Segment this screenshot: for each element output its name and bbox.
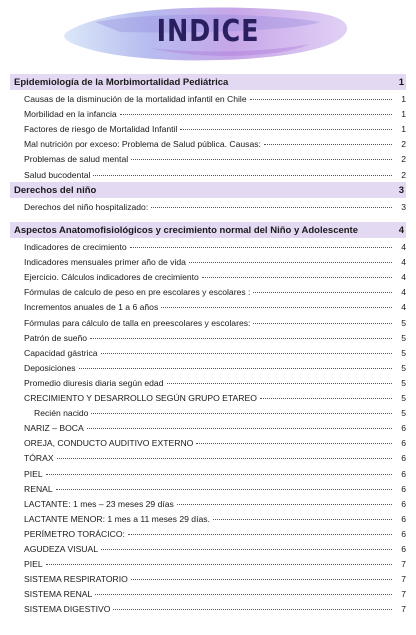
toc-entry-label: OREJA, CONDUCTO AUDITIVO EXTERNO bbox=[24, 438, 194, 449]
dot-leader bbox=[57, 458, 392, 459]
toc-entry-label: PIEL bbox=[24, 468, 43, 479]
toc-entry-page-number: 4 bbox=[401, 272, 406, 283]
toc-entry-label: SISTEMA DIGESTIVO bbox=[24, 604, 111, 615]
toc-entry[interactable] bbox=[10, 169, 406, 181]
toc-entry-page-number: 2 bbox=[401, 139, 406, 150]
toc-entry[interactable] bbox=[10, 422, 406, 434]
toc-entry-page-number: 2 bbox=[401, 169, 406, 180]
dot-leader bbox=[131, 159, 392, 160]
dot-leader bbox=[213, 519, 392, 520]
toc-entry-page-number: 6 bbox=[401, 453, 406, 464]
toc-entry[interactable] bbox=[10, 256, 406, 268]
toc-entry[interactable] bbox=[10, 153, 406, 165]
dot-leader bbox=[202, 277, 392, 278]
toc-entry-label: Fórmulas para cálculo de talla en preescolares y escolares: bbox=[24, 317, 251, 328]
toc-entry-page-number: 5 bbox=[401, 393, 406, 403]
toc-entry[interactable] bbox=[10, 201, 406, 213]
toc-entry-page-number: 2 bbox=[401, 154, 406, 165]
toc-entry-page-number: 3 bbox=[401, 202, 406, 212]
toc-entry[interactable] bbox=[10, 301, 406, 313]
dot-leader bbox=[90, 338, 392, 339]
toc-entry-page-number: 6 bbox=[401, 544, 406, 554]
toc-entry-page-number: 4 bbox=[401, 287, 406, 298]
toc-entry[interactable] bbox=[10, 93, 406, 105]
dot-leader bbox=[101, 353, 392, 354]
toc-entry[interactable] bbox=[10, 468, 406, 480]
toc-entry-page-number: 1 bbox=[401, 124, 406, 135]
toc-entry-page-number: 1 bbox=[401, 94, 406, 104]
toc-entry-page-number: 6 bbox=[401, 528, 406, 539]
toc-entry-label: PERÍMETRO TORÁCICO: bbox=[24, 528, 125, 539]
toc-entry[interactable] bbox=[10, 138, 406, 150]
toc-entry[interactable] bbox=[10, 241, 406, 253]
toc-entry-page-number: 6 bbox=[401, 498, 406, 509]
page-title: INDICE bbox=[156, 14, 260, 49]
dot-leader bbox=[167, 383, 393, 384]
toc-entry-page-number: 4 bbox=[401, 242, 406, 252]
toc-entry-page-number: 7 bbox=[401, 574, 406, 585]
toc-entry-label: LACTANTE MENOR: 1 mes a 11 meses 29 días. bbox=[24, 513, 210, 524]
toc-entry-label: NARIZ – BOCA bbox=[24, 423, 84, 434]
toc-entry[interactable] bbox=[10, 573, 406, 585]
toc-entry-label: Recién nacido bbox=[34, 408, 89, 419]
dot-leader bbox=[93, 175, 392, 176]
dot-leader bbox=[264, 144, 392, 145]
toc-entry-label: LACTANTE: 1 mes – 23 meses 29 días bbox=[24, 498, 174, 509]
section-page-number: 1 bbox=[398, 76, 404, 88]
dot-leader bbox=[189, 262, 392, 263]
toc-entry-label: Patrón de sueño bbox=[24, 332, 88, 343]
toc-entry-page-number: 7 bbox=[401, 604, 406, 615]
toc-entry[interactable] bbox=[10, 317, 406, 329]
toc-entry-label: Ejercicio. Cálculos indicadores de crecimiento bbox=[24, 272, 199, 283]
toc-entry-page-number: 6 bbox=[401, 438, 406, 449]
toc-entry-label: CRECIMIENTO Y DESARROLLO SEGÚN GRUPO ETAREO bbox=[24, 393, 257, 403]
toc-entry[interactable] bbox=[10, 362, 406, 374]
toc-entry-label: AGUDEZA VISUAL bbox=[24, 544, 99, 554]
toc-entry[interactable] bbox=[10, 558, 406, 570]
toc-entry-label: TÓRAX bbox=[24, 453, 54, 464]
toc-entry-label: SISTEMA RENAL bbox=[24, 589, 93, 600]
toc-entry[interactable] bbox=[10, 528, 406, 540]
toc-entry-label: Factores de riesgo de Mortalidad Infantil bbox=[24, 124, 178, 135]
toc-entry-label: Problemas de salud mental bbox=[24, 154, 129, 165]
toc-entry[interactable] bbox=[10, 108, 406, 120]
toc-entry-label: Promedio diuresis diaria según edad bbox=[24, 377, 164, 388]
toc-entry-page-number: 7 bbox=[401, 559, 406, 570]
section-page-number: 4 bbox=[398, 224, 404, 236]
toc-entry[interactable] bbox=[10, 407, 406, 419]
dot-leader bbox=[151, 207, 392, 208]
toc-entry[interactable] bbox=[10, 271, 406, 283]
section-title: Aspectos Anatomofisiológicos y crecimiento normal del Niño y Adolescente bbox=[14, 224, 359, 236]
toc-entry[interactable] bbox=[10, 603, 406, 615]
dot-leader bbox=[196, 443, 392, 444]
toc-entry[interactable] bbox=[10, 513, 406, 525]
toc-section-heading[interactable] bbox=[10, 182, 406, 198]
toc-entry[interactable] bbox=[10, 332, 406, 344]
dot-leader bbox=[87, 428, 392, 429]
dot-leader bbox=[79, 368, 392, 369]
toc-entry-page-number: 6 bbox=[401, 423, 406, 434]
toc-entry-label: Derechos del niño hospitalizado: bbox=[24, 202, 149, 212]
dot-leader bbox=[113, 609, 392, 610]
toc-entry-label: RENAL bbox=[24, 483, 53, 494]
toc-entry-page-number: 6 bbox=[401, 468, 406, 479]
dot-leader bbox=[46, 564, 392, 565]
dot-leader bbox=[250, 99, 392, 100]
toc-entry-label: Indicadores mensuales primer año de vida bbox=[24, 257, 186, 268]
toc-entry[interactable] bbox=[10, 588, 406, 600]
toc-entry[interactable] bbox=[10, 437, 406, 449]
toc-entry-page-number: 1 bbox=[401, 109, 406, 120]
dot-leader bbox=[46, 474, 392, 475]
dot-leader bbox=[91, 413, 392, 414]
toc-section-heading[interactable] bbox=[10, 222, 406, 238]
toc-entry-page-number: 5 bbox=[401, 347, 406, 358]
dot-leader bbox=[120, 114, 392, 115]
toc-entry-label: Incrementos anuales de 1 a 6 años bbox=[24, 302, 159, 313]
toc-entry-label: Causas de la disminución de la mortalidad infantil en Chile bbox=[24, 94, 247, 104]
toc-entry[interactable] bbox=[10, 543, 406, 555]
toc-entry-page-number: 5 bbox=[401, 408, 406, 419]
toc-entry-page-number: 6 bbox=[401, 483, 406, 494]
toc-entry-page-number: 5 bbox=[401, 377, 406, 388]
section-title: Derechos del niño bbox=[14, 184, 97, 196]
toc-entry-page-number: 5 bbox=[401, 362, 406, 373]
toc-entry-label: Fórmulas de calculo de peso en pre escolares y escolares : bbox=[24, 287, 251, 298]
dot-leader bbox=[253, 292, 392, 293]
toc-entry-page-number: 4 bbox=[401, 302, 406, 313]
toc-entry-label: Morbilidad en la infancia bbox=[24, 109, 117, 120]
toc-entry-page-number: 7 bbox=[401, 589, 406, 600]
toc-entry[interactable] bbox=[10, 483, 406, 495]
dot-leader bbox=[180, 129, 392, 130]
toc-entry[interactable] bbox=[10, 498, 406, 510]
toc-entry[interactable] bbox=[10, 347, 406, 359]
toc-section-heading[interactable] bbox=[10, 74, 406, 90]
toc-entry[interactable] bbox=[10, 123, 406, 135]
dot-leader bbox=[128, 534, 392, 535]
toc-entry-page-number: 6 bbox=[401, 513, 406, 524]
dot-leader bbox=[130, 247, 392, 248]
toc-entry-label: Mal nutrición por exceso: Problema de Salud pública. Causas: bbox=[24, 139, 261, 150]
toc-entry-label: SISTEMA RESPIRATORIO bbox=[24, 574, 128, 585]
toc-entry-label: Deposiciones bbox=[24, 362, 76, 373]
toc-entry-label: Indicadores de crecimiento bbox=[24, 242, 127, 252]
section-title: Epidemiología de la Morbimortalidad Pediátrica bbox=[14, 76, 229, 88]
toc-entry-label: Capacidad gástrica bbox=[24, 347, 98, 358]
dot-leader bbox=[101, 549, 392, 550]
dot-leader bbox=[260, 398, 392, 399]
toc-entry-page-number: 5 bbox=[401, 317, 406, 328]
dot-leader bbox=[253, 323, 392, 324]
section-page-number: 3 bbox=[398, 184, 404, 196]
toc-entry-page-number: 4 bbox=[401, 257, 406, 268]
dot-leader bbox=[131, 579, 392, 580]
dot-leader bbox=[161, 307, 392, 308]
header-banner bbox=[0, 0, 416, 70]
toc-entry[interactable] bbox=[10, 377, 406, 389]
dot-leader bbox=[177, 504, 392, 505]
toc-entry[interactable] bbox=[10, 286, 406, 298]
toc-entry-page-number: 5 bbox=[401, 332, 406, 343]
toc-entry-label: Salud bucodental bbox=[24, 169, 91, 180]
toc-entry-label: PIEL bbox=[24, 559, 43, 570]
dot-leader bbox=[95, 594, 392, 595]
dot-leader bbox=[56, 489, 392, 490]
toc-entry[interactable] bbox=[10, 452, 406, 464]
toc-entry[interactable] bbox=[10, 392, 406, 404]
